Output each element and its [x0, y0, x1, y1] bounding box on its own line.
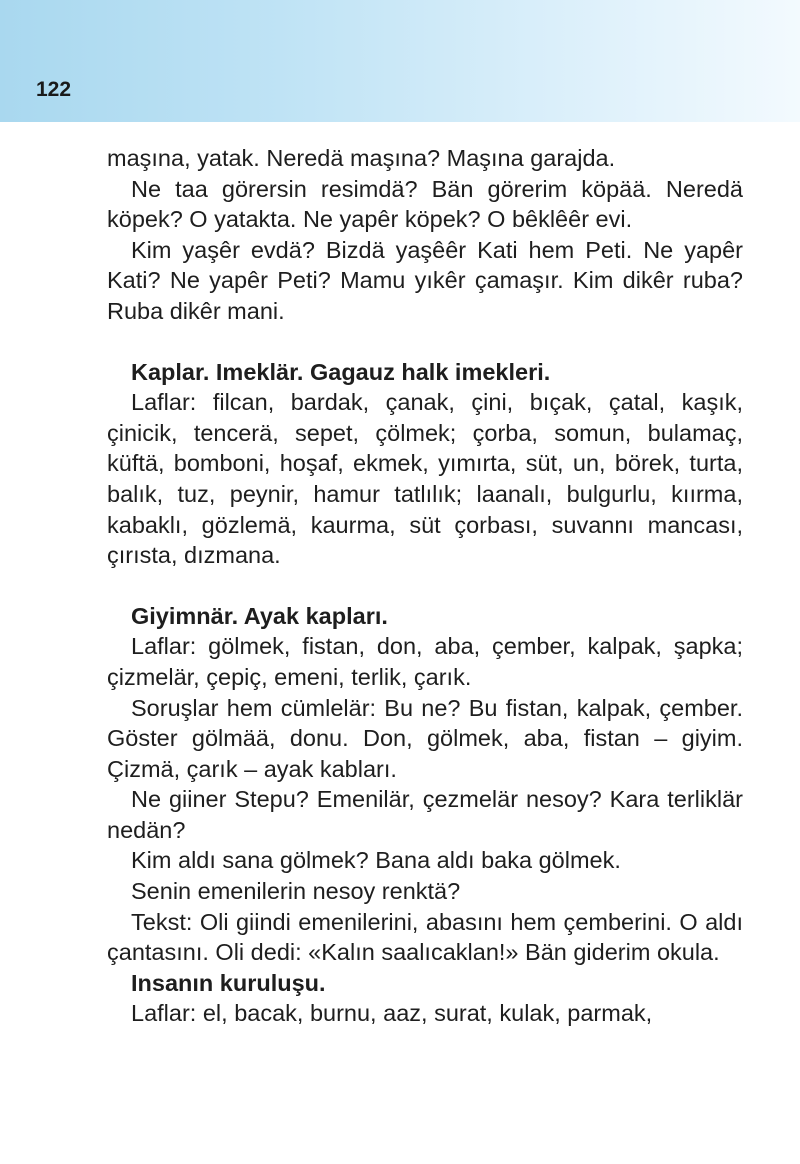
paragraph: Tekst: Oli giindi emenilerini, abasını hem çemberini. O aldı çantasını. Oli dedi: «Kalın saalıcaklan!» Bän giderim okula. — [107, 908, 743, 966]
paragraph: Kim aldı sana gölmek? Bana aldı baka gölmek. — [131, 847, 621, 874]
page-body — [107, 143, 743, 1029]
paragraph: Ne taa görersin resimdä? Bän görerim köpää. Neredä köpek? O yatakta. Ne yapêr köpek? O bêklêêr evi. — [107, 175, 743, 233]
paragraph: maşına, yatak. Neredä maşına? Maşına garajda. — [107, 145, 616, 171]
paragraph: Soruşlar hem cümlelär: Bu ne? Bu fistan, kalpak, çember. Göster gölmää, donu. Don, gölmek, aba, fistan – giyim. Çizmä, çarık – ayak kabları. — [107, 694, 743, 782]
paragraph: Laflar: gölmek, fistan, don, aba, çember, kalpak, şapka; çizmelär, çepiç, emeni, terlik, çarık. — [107, 633, 743, 690]
page-header-band — [0, 0, 800, 122]
section-gap — [107, 571, 743, 601]
page-number: 122 — [36, 78, 72, 101]
paragraph: Laflar: el, bacak, burnu, aaz, surat, kulak, parmak, — [131, 1000, 653, 1027]
paragraph: Senin emenilerin nesoy renktä? — [131, 878, 461, 905]
section-gap — [107, 327, 743, 357]
paragraph: Kim yaşêr evdä? Bizdä yaşêêr Kati hem Peti. Ne yapêr Kati? Ne yapêr Peti? Mamu yıkêr çamaşır. Kim dikêr ruba? Ruba dikêr mani. — [107, 236, 743, 324]
section-heading: Giyimnär. Ayak kapları. — [131, 602, 388, 629]
section-heading: Kaplar. Imeklär. Gagauz halk imekleri. — [131, 358, 551, 385]
paragraph: Ne giiner Stepu? Emenilär, çezmelär nesoy? Kara terliklär nedän? — [107, 786, 743, 843]
paragraph: Laflar: filcan, bardak, çanak, çini, bıçak, çatal, kaşık, çinicik, tencerä, sepet, çölmek; çorba, somun, bulamaç, küftä, bomboni, hoşaf, ekmek, yımırta, süt, un, börek, turta, balık, tuz, peynir, hamur tatlılık; laanalı, bulgurlu, kıırma, kabaklı, gözlemä, kaurma, süt çorbası, suvannı mancası, çırısta, dızmana. — [107, 389, 743, 569]
section-heading: Insanın kuruluşu. — [131, 969, 326, 996]
